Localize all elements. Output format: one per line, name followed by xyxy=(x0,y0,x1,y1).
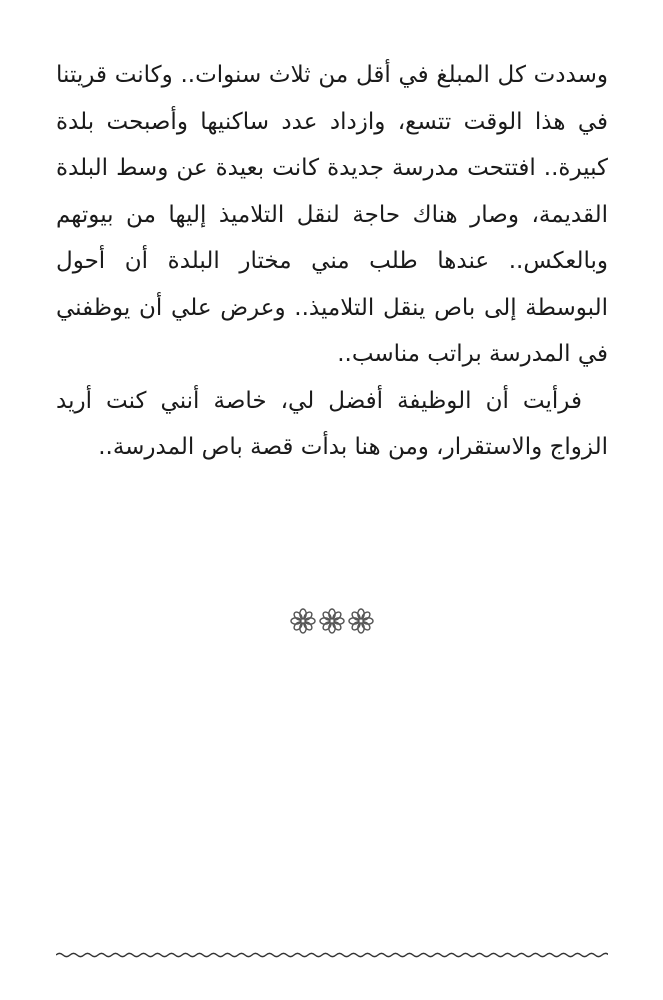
flower-icon xyxy=(319,608,345,634)
flower-icon xyxy=(290,608,316,634)
wave-line-divider xyxy=(56,948,608,962)
flower-icon xyxy=(348,608,374,634)
paragraph-2: فرأيت أن الوظيفة أفضل لي، خاصة أنني كنت أريد الزواج والاستقرار، ومن هنا بدأت قصة باص المدرسة.. xyxy=(56,387,608,460)
paragraph-1: وسددت كل المبلغ في أقل من ثلاث سنوات.. وكانت قريتنا في هذا الوقت تتسع، وازداد عدد ساكنيها وأصبحت بلدة كبيرة.. افتتحت مدرسة جديدة كانت بعيدة عن وسط البلدة القديمة، وصار هناك حاجة لنقل التلاميذ إليها من بيوتهم وبالعكس.. عندها طلب مني مختار البلدة أن أحول البوسطة إلى باص ينقل التلاميذ.. وعرض علي أن يوظفني في المدرسة براتب مناسب.. xyxy=(56,62,608,367)
body-text xyxy=(56,52,608,471)
section-ornament xyxy=(0,608,663,634)
